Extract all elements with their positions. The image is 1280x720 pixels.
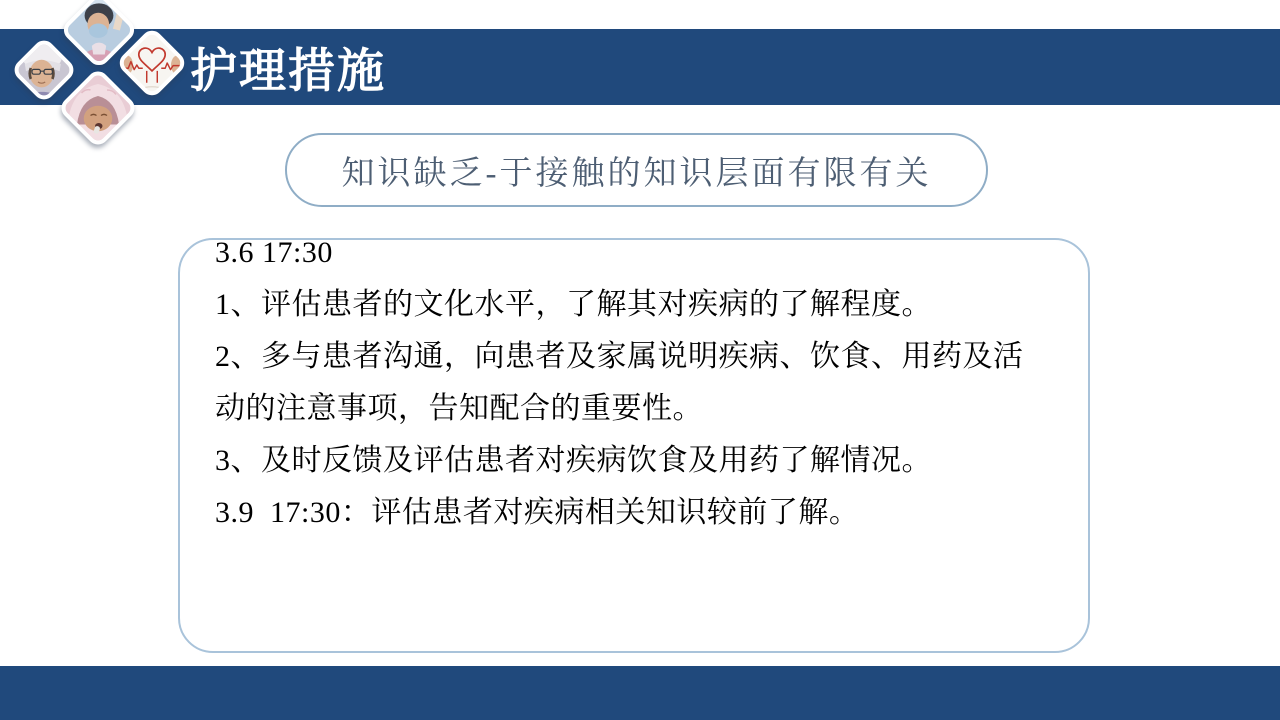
content-line-item-2a: 2、多与患者沟通，向患者及家属说明疾病、饮食、用药及活 [215, 340, 1024, 373]
content-text [215, 227, 1085, 539]
page-title: 护理措施 [190, 43, 386, 97]
content-line-item-2b: 动的注意事项，告知配合的重要性。 [215, 392, 703, 425]
subtitle-text: 知识缺乏-于接触的知识层面有限有关 [341, 155, 932, 192]
content-line-item-3: 3、及时反馈及评估患者对疾病饮食及用药了解情况。 [215, 444, 932, 477]
content-line-item-1: 1、评估患者的文化水平，了解其对疾病的了解程度。 [215, 288, 932, 321]
content-line-date-2: 3.9 17:30：评估患者对疾病相关知识较前了解。 [215, 496, 860, 529]
subtitle-banner [285, 133, 988, 207]
footer-bar [0, 666, 1280, 720]
content-line-date-1: 3.6 17:30 [215, 236, 333, 269]
